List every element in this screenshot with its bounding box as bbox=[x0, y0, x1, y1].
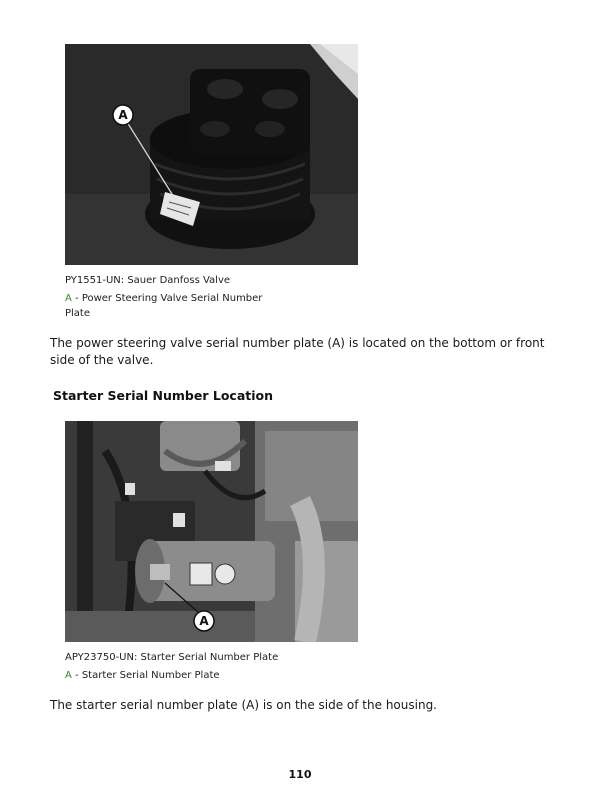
starter-callout-label: A bbox=[199, 614, 209, 628]
page-number: 110 bbox=[288, 768, 312, 781]
starter-photo bbox=[65, 421, 358, 642]
legend-text: Power Steering Valve Serial Number Plate bbox=[65, 293, 263, 319]
figure2-legend bbox=[65, 668, 275, 683]
valve-photo bbox=[65, 44, 358, 265]
valve-callout-label: A bbox=[118, 108, 128, 122]
legend-key: A bbox=[65, 293, 72, 304]
legend-key: A bbox=[65, 670, 72, 681]
figure2-caption: APY23750-UN: Starter Serial Number Plate bbox=[65, 652, 279, 663]
section-heading: Starter Serial Number Location bbox=[53, 388, 274, 403]
figure1-legend bbox=[65, 291, 275, 321]
paragraph-starter: The starter serial number plate (A) is on the side of the housing. bbox=[50, 698, 437, 712]
figure1-caption: PY1551-UN: Sauer Danfoss Valve bbox=[65, 275, 231, 286]
legend-separator: - bbox=[71, 670, 82, 681]
legend-separator: - bbox=[71, 293, 82, 304]
paragraph-valve: The power steering valve serial number plate (A) is located on the bottom or front side of the valve. bbox=[50, 336, 545, 367]
legend-text: Starter Serial Number Plate bbox=[81, 670, 220, 681]
